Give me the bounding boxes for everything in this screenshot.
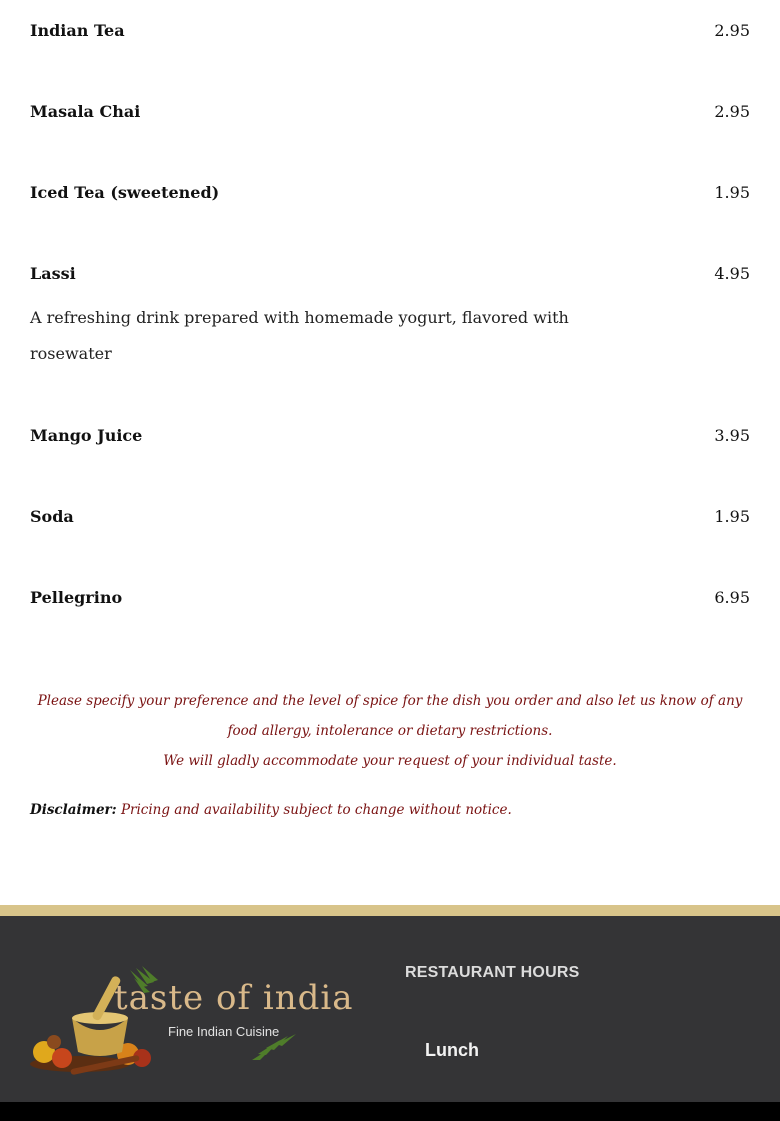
menu-item-name: Soda bbox=[30, 507, 74, 526]
restaurant-logo[interactable] bbox=[30, 956, 354, 1076]
menu-item-name: Iced Tea (sweetened) bbox=[30, 183, 220, 202]
menu-item-name: Masala Chai bbox=[30, 102, 141, 121]
menu-item-name: Mango Juice bbox=[30, 426, 143, 445]
menu-item-name: Indian Tea bbox=[30, 21, 125, 40]
notice-line-2: We will gladly accommodate your request of your individual taste. bbox=[163, 753, 617, 769]
menu-item-price: 6.95 bbox=[714, 588, 750, 607]
disclaimer-text: Pricing and availability subject to change without notice. bbox=[120, 802, 512, 818]
menu-item-price: 2.95 bbox=[714, 102, 750, 121]
menu-item-name: Pellegrino bbox=[30, 588, 123, 607]
lunch-hours-label: Lunch bbox=[425, 1040, 479, 1060]
logo-title: taste of india bbox=[114, 978, 354, 1018]
menu-item-price: 2.95 bbox=[714, 21, 750, 40]
site-footer bbox=[0, 916, 780, 1102]
spice-preference-notice bbox=[30, 686, 750, 776]
menu-item-price: 1.95 bbox=[714, 507, 750, 526]
bottom-bar bbox=[0, 1102, 780, 1121]
restaurant-hours-heading: RESTAURANT HOURS bbox=[405, 964, 580, 981]
menu-item-price: 1.95 bbox=[714, 183, 750, 202]
footer-accent-band bbox=[0, 905, 780, 916]
notice-line-1: Please specify your preference and the level of spice for the dish you order and also let us know of any food allergy, intolerance or dietary restrictions. bbox=[37, 693, 743, 739]
menu-item-name: Lassi bbox=[30, 264, 76, 283]
disclaimer-label: Disclaimer: bbox=[30, 802, 117, 818]
menu-item-price: 4.95 bbox=[714, 264, 750, 283]
menu-item-price: 3.95 bbox=[714, 426, 750, 445]
logo-subtitle: Fine Indian Cuisine bbox=[168, 1024, 280, 1039]
menu-item-description: A refreshing drink prepared with homemade yogurt, flavored with rosewater bbox=[30, 308, 569, 363]
disclaimer bbox=[30, 796, 750, 824]
